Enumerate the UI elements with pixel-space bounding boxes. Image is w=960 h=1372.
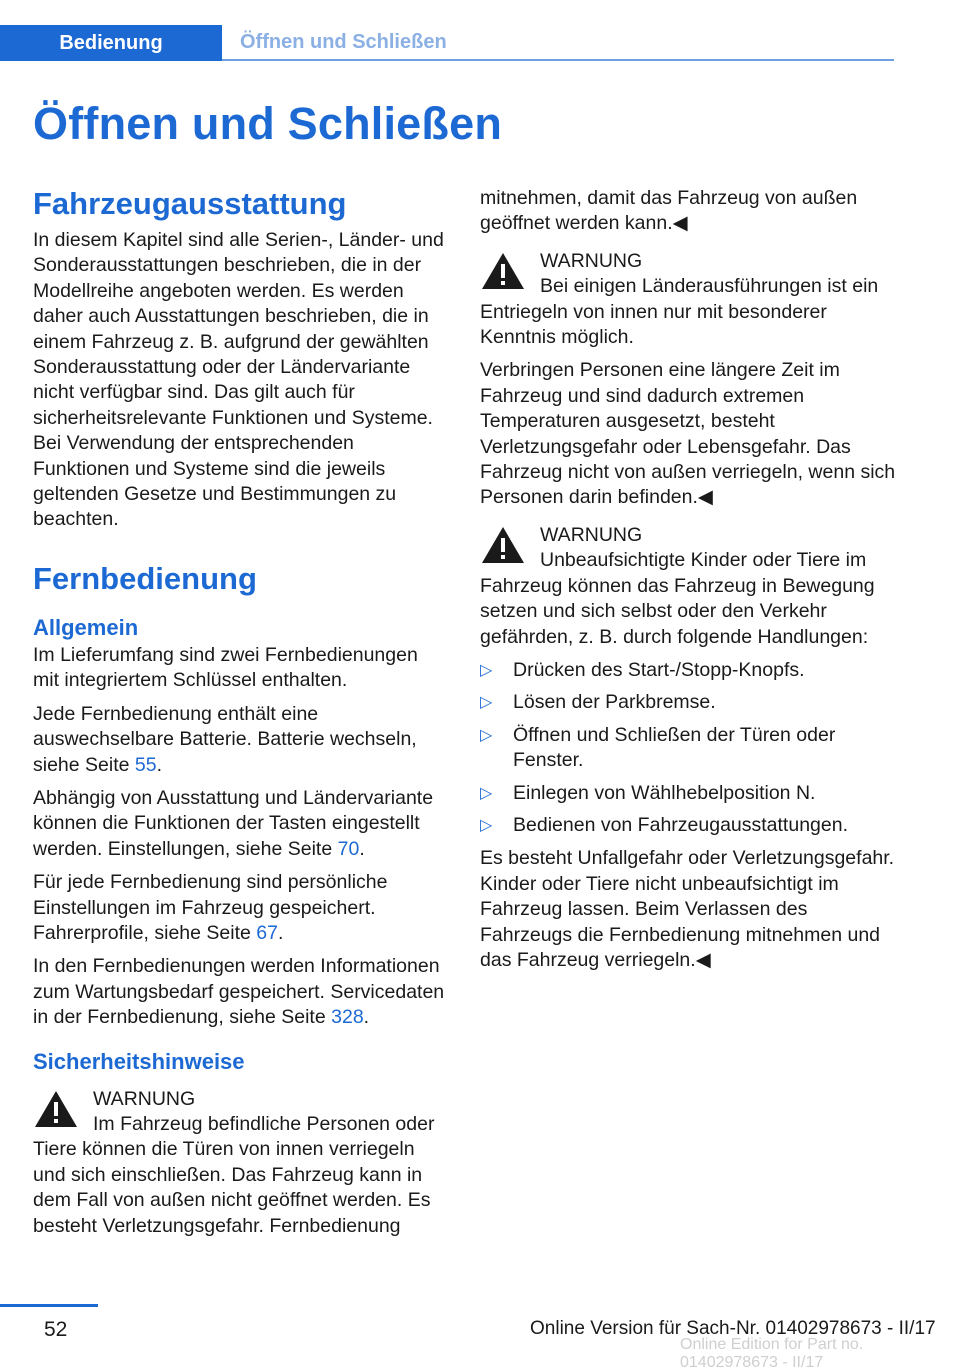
- page-link-55[interactable]: 55: [134, 753, 157, 776]
- warning-label: WARNUNG: [540, 249, 643, 272]
- paragraph-wartung: In den Fernbedienungen werden Informationen zum Wartungsbedarf gespeichert. Servicedaten in der Fernbedienung, siehe Seite 328.: [33, 955, 445, 1029]
- page-link-67[interactable]: 67: [256, 921, 278, 944]
- bullet-list: [480, 658, 896, 838]
- watermark: Online Edition for Part no. 01402978673 - II/17: [680, 1336, 864, 1371]
- bullet-triangle-icon: ▷: [480, 661, 493, 679]
- heading-allgemein: Allgemein: [33, 614, 139, 640]
- paragraph-unfallgefahr: Es besteht Unfallgefahr oder Verletzungsgefahr. Kinder oder Tiere nicht unbeaufsichtigt im Fahrzeug lassen. Beim Verlassen des Fahrzeugs die Fernbedienung mitnehmen und das Fahrzeug verriegeln.◀: [480, 847, 895, 971]
- warning-text: Im Fahrzeug befindliche Personen oder Tiere können die Türen von innen verriegeln und sich einschließen. Das Fahrzeug kann in dem Fall von außen nicht geöffnet werden. Es besteht Verletzungsgefahr. Fernbedienung: [33, 1112, 435, 1237]
- heading-sicherheitshinweise: Sicherheitshinweise: [33, 1048, 245, 1074]
- list-item: ▷ Einlegen von Wählhebelposition N.: [480, 781, 896, 806]
- heading-fernbedienung: Fernbedienung: [33, 560, 257, 596]
- header-bar: [0, 25, 894, 61]
- warning-block-2: [480, 249, 896, 351]
- right-column: [480, 186, 896, 981]
- list-item: ▷ Öffnen und Schließen der Türen oder Fenster.: [480, 723, 836, 772]
- paragraph-continuation: mitnehmen, damit das Fahrzeug von außen geöffnet werden kann.◀: [480, 187, 858, 235]
- section-tab-oeffnen[interactable]: Öffnen und Schließen: [240, 31, 447, 53]
- chapter-title: Öffnen und Schließen: [33, 98, 503, 149]
- bullet-triangle-icon: ▷: [480, 784, 493, 802]
- warning-icon: [480, 251, 526, 291]
- bullet-triangle-icon: ▷: [480, 816, 493, 834]
- warning-text: Unbeaufsichtigte Kinder oder Tiere im Fahrzeug können das Fahrzeug in Bewegung setzen und sich selbst oder den Verkehr gefährden, z. B. durch folgende Handlungen:: [480, 549, 875, 648]
- paragraph-einstellungen: Für jede Fernbedienung sind persönliche Einstellungen im Fahrzeug gespeichert. Fahrerprofile, siehe Seite 67.: [33, 871, 388, 944]
- online-version-note: Online Version für Sach-Nr. 01402978673 - II/17: [530, 1318, 936, 1339]
- warning-label: WARNUNG: [93, 1087, 196, 1110]
- warning-block-3: [480, 523, 896, 650]
- list-item: ▷ Drücken des Start-/Stopp-Knopfs.: [480, 658, 896, 683]
- header-rule: [222, 59, 894, 61]
- paragraph-batterie: Jede Fernbedienung enthält eine auswechselbare Batterie. Batterie wechseln, siehe Seite 55.: [33, 702, 417, 776]
- list-item: ▷ Lösen der Parkbremse.: [480, 690, 896, 715]
- warning-icon: [480, 525, 526, 565]
- list-item: ▷ Bedienen von Fahrzeugausstattungen.: [480, 813, 896, 838]
- left-column: [33, 186, 449, 1247]
- warning-block-1: [33, 1087, 449, 1239]
- heading-fahrzeugausstattung: Fahrzeugausstattung: [33, 186, 347, 221]
- footer-bar: [0, 1304, 98, 1307]
- warning-icon: [33, 1089, 79, 1129]
- bullet-triangle-icon: ▷: [480, 694, 493, 712]
- page-number: 52: [44, 1318, 68, 1341]
- page-link-328[interactable]: 328: [331, 1006, 364, 1029]
- paragraph-verbringen: Verbringen Personen eine längere Zeit im Fahrzeug und sind dadurch extremen Temperaturen ausgesetzt, besteht Verletzungsgefahr oder Lebensgefahr. Das Fahrzeug nicht von außen verriegeln, wenn sich Personen darin befinden.◀: [480, 359, 896, 509]
- section-tab-bedienung[interactable]: Bedienung: [0, 25, 222, 61]
- bullet-triangle-icon: ▷: [480, 726, 493, 744]
- paragraph-tasten: Abhängig von Ausstattung und Ländervariante können die Funktionen der Tasten eingestellt werden. Einstellungen, siehe Seite 70.: [33, 786, 434, 860]
- warning-text: Bei einigen Länderausführungen ist ein Entriegeln von innen nur mit besonderer Kenntnis möglich.: [480, 275, 879, 349]
- page-link-70[interactable]: 70: [337, 837, 360, 860]
- warning-label: WARNUNG: [540, 523, 643, 546]
- paragraph-lieferumfang: Im Lieferumfang sind zwei Fernbedienungen mit integriertem Schlüssel enthalten.: [33, 643, 418, 692]
- paragraph-fahrzeugausstattung: In diesem Kapitel sind alle Serien-, Länder- und Sonderausstattungen beschrieben, die in der Modellreihe angeboten werden. Es werden daher auch Ausstattungen beschrieben, die in einem Fahrzeug z. B. aufgrund der gewählten Sonderausstattung oder der Ländervariante nicht verfügbar sind. Das gilt auch für sicherheitsrelevante Funktionen und Systeme. Bei Verwendung der entsprechenden Funktionen und Systeme sind die jeweils geltenden Gesetze und Bestimmungen zu beachten.: [33, 229, 444, 531]
